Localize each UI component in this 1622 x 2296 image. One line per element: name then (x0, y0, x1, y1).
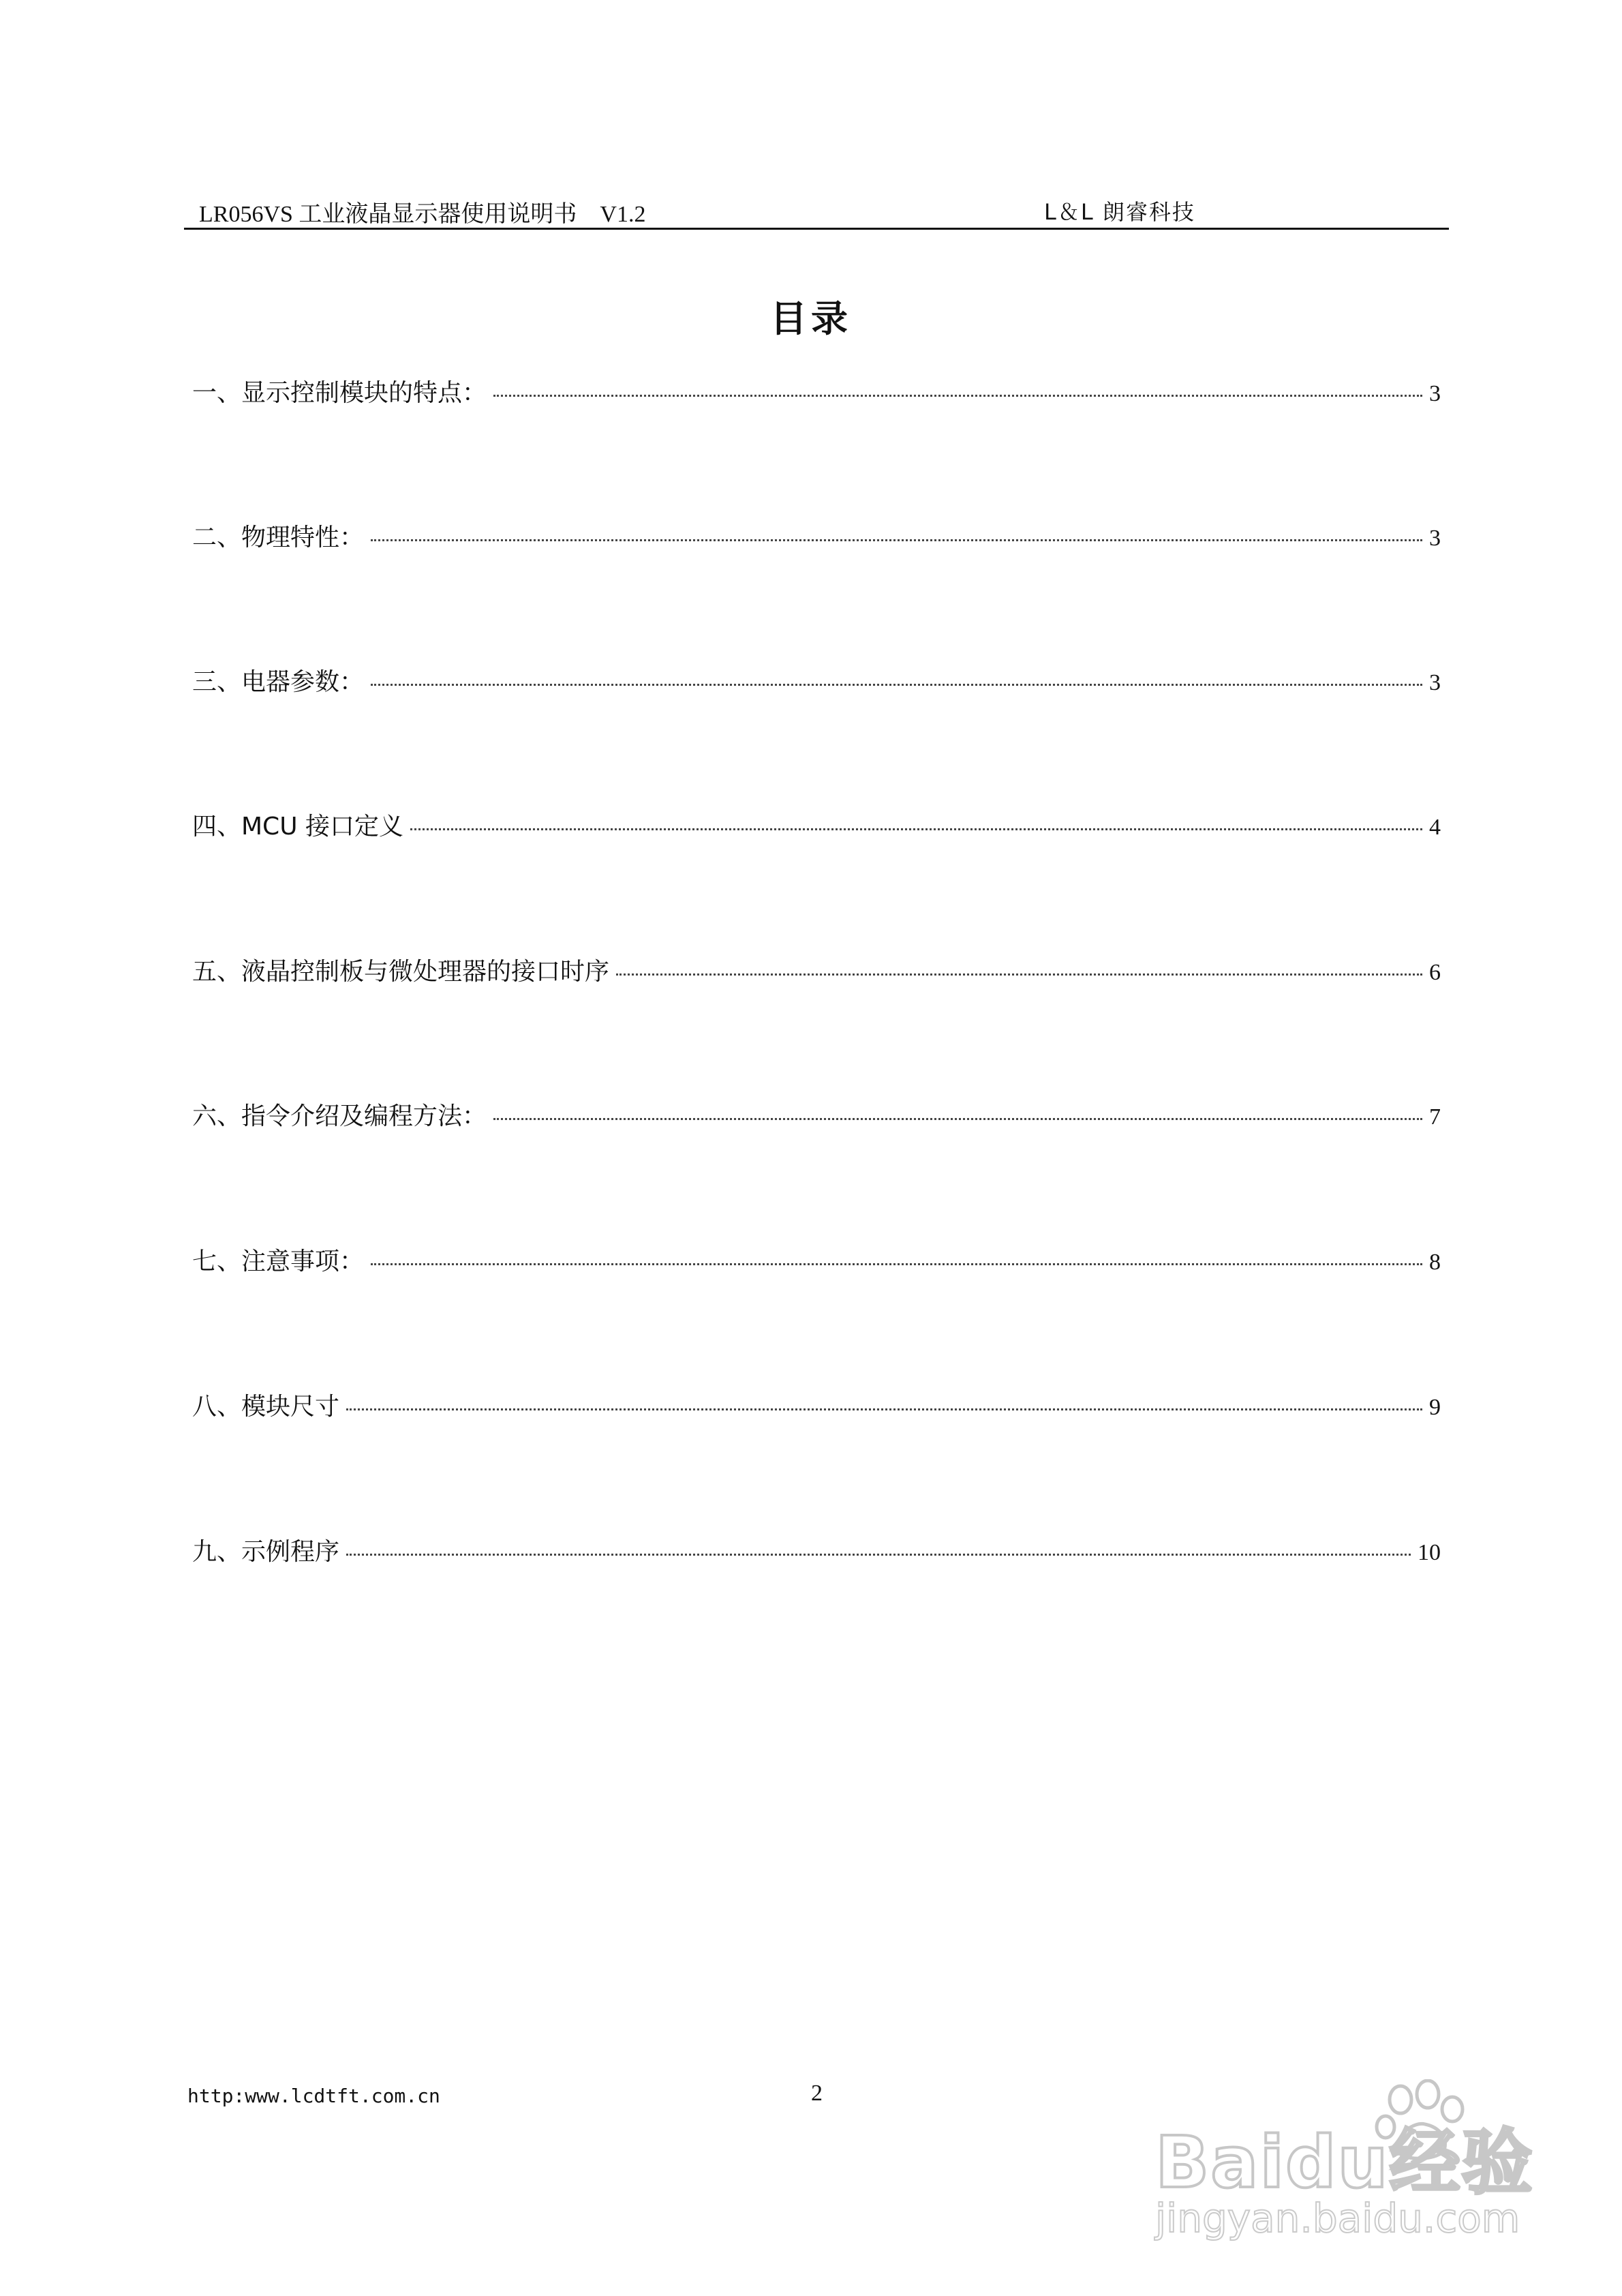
toc-entry-label: 三、电器参数： (192, 668, 365, 696)
toc-leader-dots (346, 1554, 1411, 1556)
toc-entry-label: 七、注意事项： (192, 1248, 365, 1275)
toc-entry-1[interactable] (192, 374, 1441, 408)
toc-leader-dots (371, 539, 1422, 541)
toc-entry-label: 四、MCU 接口定义 (192, 813, 403, 841)
watermark-brand: Baidu经验 (1155, 2121, 1534, 2204)
toc-entry-label: 二、物理特性： (192, 524, 365, 552)
toc-entry-page: 3 (1429, 381, 1441, 406)
header-document-title: LR056VS 工业液晶显示器使用说明书 V1.2 (199, 202, 646, 227)
toc-leader-dots (371, 684, 1422, 686)
toc-leader-dots (410, 828, 1422, 830)
toc-title: 目录 (770, 297, 852, 340)
toc-leader-dots (493, 1118, 1422, 1120)
header-company-name: L＆L 朗睿科技 (1044, 199, 1195, 225)
toc-entry-7[interactable] (192, 1242, 1441, 1276)
toc-entry-page: 8 (1429, 1250, 1441, 1275)
footer-page-number: 2 (811, 2081, 823, 2106)
toc-entry-2[interactable] (192, 518, 1441, 552)
baidu-jingyan-watermark (1128, 2079, 1557, 2243)
watermark-url: jingyan.baidu.com (1155, 2195, 1520, 2241)
toc-entry-label: 六、指令介绍及编程方法： (192, 1102, 487, 1130)
toc-entry-page: 4 (1429, 815, 1441, 840)
toc-entry-4[interactable] (192, 807, 1441, 841)
toc-leader-dots (346, 1408, 1422, 1410)
toc-entry-label: 九、示例程序 (192, 1538, 340, 1566)
toc-entry-3[interactable] (192, 663, 1441, 697)
toc-entry-page: 3 (1429, 670, 1441, 695)
toc-leader-dots (371, 1263, 1422, 1265)
toc-entry-label: 八、模块尺寸 (192, 1393, 340, 1421)
toc-entry-page: 9 (1429, 1395, 1441, 1420)
toc-entry-page: 10 (1418, 1540, 1441, 1565)
toc-entry-page: 3 (1429, 526, 1441, 551)
toc-entry-label: 五、液晶控制板与微处理器的接口时序 (192, 958, 610, 986)
toc-entry-5[interactable] (192, 952, 1441, 986)
page-header (184, 192, 1449, 230)
toc-entry-page: 7 (1429, 1104, 1441, 1130)
toc-entry-label: 一、显示控制模块的特点： (192, 379, 487, 407)
toc-entry-8[interactable] (192, 1387, 1441, 1421)
toc-entry-page: 6 (1429, 960, 1441, 985)
toc-entry-6[interactable] (192, 1097, 1441, 1131)
footer-website-url: http:www.lcdtft.com.cn (187, 2085, 440, 2107)
toc-entry-9[interactable] (192, 1532, 1441, 1567)
toc-leader-dots (493, 395, 1422, 397)
toc-leader-dots (616, 973, 1422, 976)
